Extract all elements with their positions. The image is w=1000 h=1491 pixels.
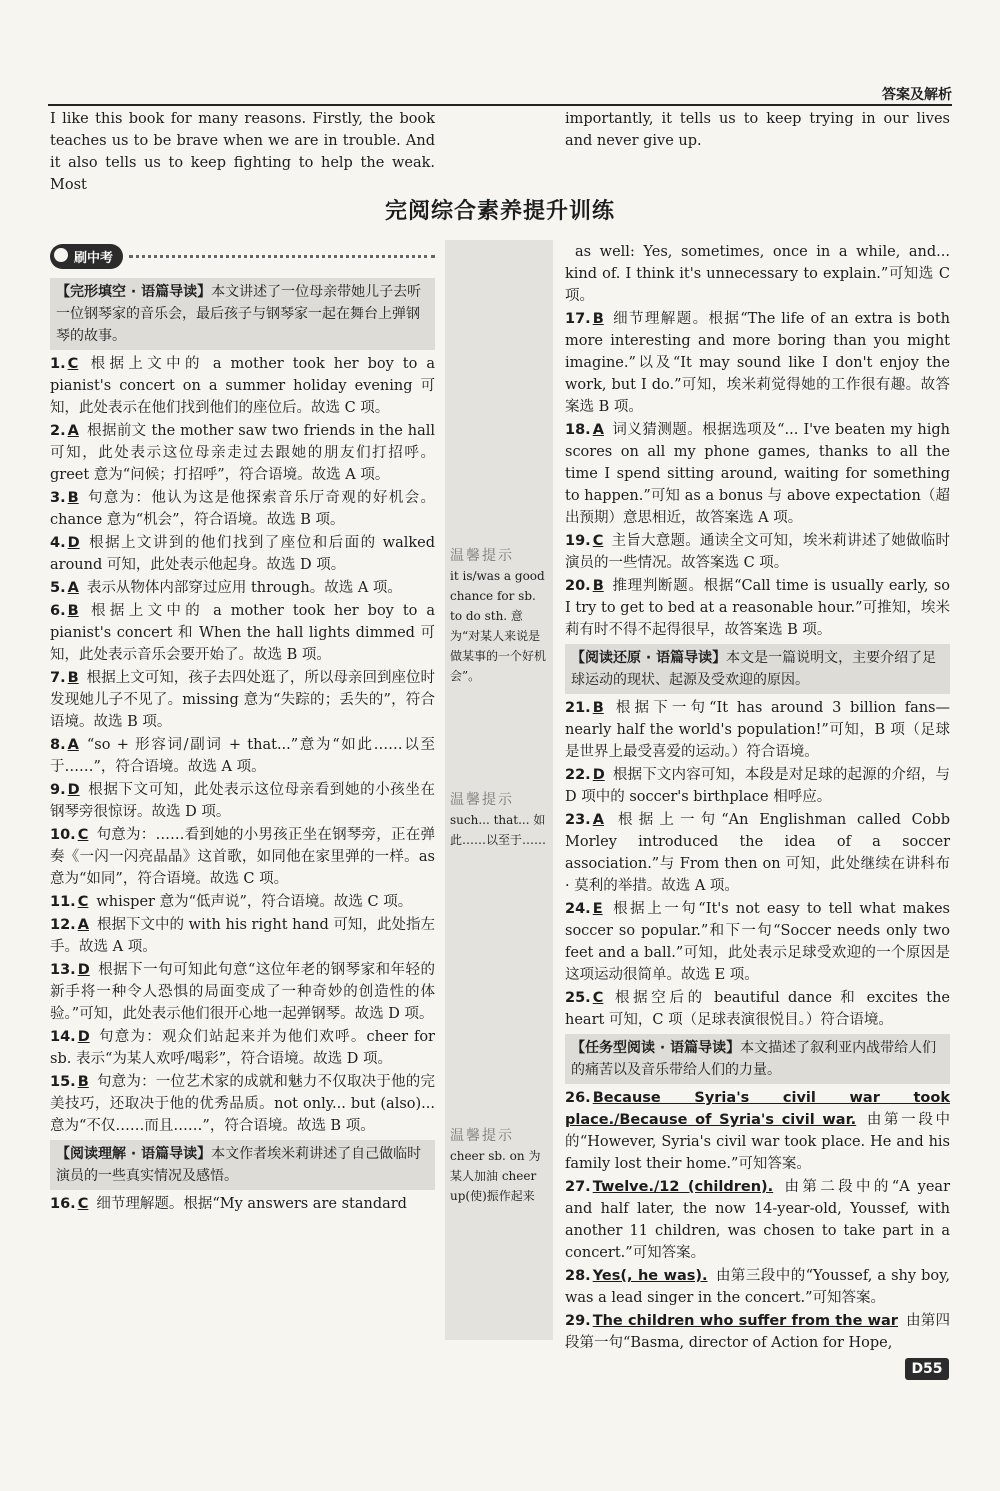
- answer-explanation: 细节理解题。根据“My answers are standard: [96, 1196, 407, 1212]
- header-rule: [48, 104, 952, 106]
- answer-number: 4.: [50, 535, 66, 551]
- answer-item: [50, 779, 435, 823]
- answer-explanation: 根据上一句“It's not easy to tell what makes soccer so popular.”和下一句“Soccer needs only two feet and a ball.”可知，此处表示足球受欢迎的一个原因是这项运动很简单。故选 E 项。: [565, 901, 950, 983]
- tip-heading: 温馨提示: [450, 1128, 514, 1144]
- badge-row: [50, 240, 435, 272]
- section-intro: [50, 1140, 435, 1190]
- answer-key: Because Syria's civil war took place./Because of Syria's civil war.: [565, 1090, 950, 1128]
- answer-explanation: 根据空后的 beautiful dance 和 excites the heart 可知，C 项（足球表演很悦目。）符合语境。: [565, 990, 950, 1028]
- answer-number: 7.: [50, 670, 66, 686]
- answer-explanation: 根据上文中的 a mother took her boy to a pianist's concert on a summer holiday evening 可知，此处表示在他们找到他们的座位后。故选 C 项。: [50, 356, 435, 416]
- answer-item: [50, 600, 435, 666]
- answer-key: D: [77, 1029, 90, 1045]
- answer-key: C: [592, 990, 604, 1006]
- answer-number: 8.: [50, 737, 66, 753]
- answer-explanation: 根据前文 the mother saw two friends in the hall 可知，此处表示这位母亲走过去跟她的朋友们打招呼。greet 意为“问候；打招呼”，符合语境。故选 A 项。: [50, 423, 435, 483]
- answer-item: [50, 667, 435, 733]
- answer-key: B: [67, 603, 79, 619]
- answer-item: [50, 577, 435, 599]
- answer-explanation: 由第一段中的“However, Syria's civil war took place. He and his family lost their home.”可知答案。: [565, 1112, 951, 1172]
- answer-item: [565, 1310, 950, 1354]
- answer-number: 3.: [50, 490, 66, 506]
- answer-key: Twelve./12 (children).: [592, 1179, 774, 1195]
- answer-key: The children who suffer from the war: [592, 1313, 898, 1329]
- section-label: 【阅读理解 · 语篇导读】: [56, 1146, 212, 1162]
- section-intro: [50, 278, 435, 350]
- answer-explanation: 细节理解题。根据“The life of an extra is both more interesting and more boring than you might imagine.”以及“It may sound like I don't enjoy the work, but I do.”可知，埃米莉觉得她的工作很有趣。故答案选 B 项。: [565, 311, 950, 415]
- answer-number: 28.: [565, 1268, 591, 1284]
- answer-number: 17.: [565, 311, 591, 327]
- section-label: 【任务型阅读 · 语篇导读】: [571, 1040, 741, 1056]
- answer-key: A: [67, 580, 79, 596]
- answer-key: A: [592, 422, 604, 438]
- right-answer-list: [565, 241, 950, 1354]
- left-column: [50, 240, 435, 1216]
- answer-number: 5.: [50, 580, 66, 596]
- answer-key: C: [77, 827, 89, 843]
- answer-number: 19.: [565, 533, 591, 549]
- answer-key: D: [67, 782, 80, 798]
- answer-item: [50, 1026, 435, 1070]
- answer-item: [50, 420, 435, 486]
- answer-number: 9.: [50, 782, 66, 798]
- answer-key: B: [77, 1074, 89, 1090]
- answer-number: 24.: [565, 901, 591, 917]
- answer-explanation: “so + 形容词/副词 + that...”意为“如此……以至于……”，符合语境。故选 A 项。: [50, 737, 435, 775]
- answer-item: [565, 1265, 950, 1309]
- section-text: 本文描述了叙利亚内战带给人们的痛苦以及音乐带给人们的力量。: [571, 1040, 937, 1078]
- answer-number: 2.: [50, 423, 66, 439]
- section-text: 本文讲述了一位母亲带她儿子去听一位钢琴家的音乐会，最后孩子与钢琴家一起在舞台上弹钢琴的故事。: [56, 284, 422, 344]
- answer-explanation: 句意为：他认为这是他探索音乐厅奇观的好机会。chance 意为“机会”，符合语境。故选 B 项。: [50, 490, 435, 528]
- section-text: 本文是一篇说明文，主要介绍了足球运动的现状、起源及受欢迎的原因。: [571, 650, 937, 688]
- answer-item: [50, 914, 435, 958]
- answer-explanation: 根据下文内容可知，本段是对足球的起源的介绍，与 D 项中的 soccer's birthplace 相呼应。: [565, 767, 950, 805]
- answer-explanation: 根据上一句“An Englishman called Cobb Morley introduced the idea of a soccer association.”与 From then on 可知，此处继续在讲科布 · 莫利的举措。故选 A 项。: [565, 812, 950, 894]
- answer-explanation: 句意为：……看到她的小男孩正坐在钢琴旁，正在弹奏《一闪一闪亮晶晶》这首歌，如同他在家里弹的一样。as 意为“如同”，符合语境。故选 C 项。: [50, 827, 435, 887]
- answer-key: A: [67, 737, 79, 753]
- answer-key: A: [67, 423, 79, 439]
- answer-item: [50, 824, 435, 890]
- answer-key: B: [592, 700, 604, 716]
- answer-item: [565, 241, 950, 307]
- answer-number: 29.: [565, 1313, 591, 1329]
- answer-number: 15.: [50, 1074, 76, 1090]
- answer-number: 27.: [565, 1179, 591, 1195]
- answer-explanation: 表示从物体内部穿过应用 through。故选 A 项。: [86, 580, 402, 596]
- answer-item: [565, 697, 950, 763]
- section-label: 【阅读还原 · 语篇导读】: [571, 650, 727, 666]
- page-title: 完阅综合素养提升训练: [384, 199, 615, 224]
- answer-item: [565, 419, 950, 529]
- answer-explanation: 由第三段中的“Youssef, a shy boy, was a lead singer in the concert.”可知答案。: [565, 1268, 951, 1306]
- answer-explanation: 根据下文中的 with his right hand 可知，此处指左手。故选 A 项。: [50, 917, 435, 955]
- answer-item: [50, 891, 435, 913]
- answer-number: 26.: [565, 1090, 591, 1106]
- answer-item: [50, 734, 435, 778]
- answer-item: [565, 764, 950, 808]
- page-number: D55: [905, 1358, 949, 1380]
- answer-number: 23.: [565, 812, 591, 828]
- tip-box-2: [450, 790, 550, 850]
- answer-number: 1.: [50, 356, 66, 372]
- answer-item: [50, 353, 435, 419]
- answer-number: 11.: [50, 894, 76, 910]
- section-intro: [565, 644, 950, 694]
- answer-explanation: 根据下一句可知此句意“这位年老的钢琴家和年轻的新手将一种令人恐惧的局面变成了一种奇妙的创造性的体验。”可知，此处表示他们很开心地一起弹钢琴。故选 D 项。: [50, 962, 435, 1022]
- answer-item: [565, 809, 950, 897]
- left-answer-list: [50, 278, 435, 1215]
- tip-box-1: [450, 546, 550, 686]
- answer-item: [565, 1087, 950, 1175]
- answer-key: C: [77, 894, 89, 910]
- answer-item: [50, 959, 435, 1025]
- section-text: 本文作者埃米莉讲述了自己做临时演员的一些真实情况及感悟。: [56, 1146, 422, 1184]
- answer-key: D: [77, 962, 90, 978]
- answer-number: 22.: [565, 767, 591, 783]
- answer-item: [50, 1071, 435, 1137]
- answer-explanation: 句意为：观众们站起来并为他们欢呼。cheer for sb. 表示“为某人欢呼/喝彩”，符合语境。故选 D 项。: [50, 1029, 435, 1067]
- tip-text: such... that... 如此……以至于……: [450, 813, 547, 847]
- answer-key: C: [592, 533, 604, 549]
- answer-number: 10.: [50, 827, 76, 843]
- answer-item: [50, 487, 435, 531]
- answer-item: [565, 898, 950, 986]
- answer-number: 25.: [565, 990, 591, 1006]
- tip-text: cheer sb. on 为某人加油 cheer up(使)振作起来: [450, 1149, 541, 1203]
- answer-number: 12.: [50, 917, 76, 933]
- answer-number: 6.: [50, 603, 66, 619]
- intro-left-text: I like this book for many reasons. Firstly, the book teaches us to be brave when we are in trouble. And it also tells us to keep fighting to help the weak. Most: [50, 111, 435, 193]
- answer-explanation: 根据下一句“It has around 3 billion fans—nearly half the world's population!”可知，B 项（足球是世界上最受喜爱的运动。）符合语境。: [565, 700, 950, 760]
- tip-box-3: [450, 1126, 550, 1206]
- answer-number: 18.: [565, 422, 591, 438]
- answer-explanation: 根据下文可知，此处表示这位母亲看到她的小孩坐在钢琴旁很惊讶。故选 D 项。: [50, 782, 435, 820]
- answer-explanation: 句意为：一位艺术家的成就和魅力不仅取决于他的完美技巧，还取决于他的优秀品质。not only... but (also)... 意为“不仅……而且……”，符合语境。故选 B 项。: [50, 1074, 435, 1134]
- answer-key: B: [592, 578, 604, 594]
- answer-key: D: [592, 767, 605, 783]
- answer-key: E: [592, 901, 603, 917]
- section-intro: [565, 1034, 950, 1084]
- answer-explanation: 根据上文中的 a mother took her boy to a pianist's concert 和 When the hall lights dimmed 可知，此处表示音乐会要开始了。故选 B 项。: [50, 603, 435, 663]
- answer-explanation: whisper 意为“低声说”，符合语境。故选 C 项。: [96, 894, 413, 910]
- badge-pill: 刷中考: [50, 244, 123, 269]
- answer-item: [50, 1193, 435, 1215]
- answer-key: A: [592, 812, 604, 828]
- answer-explanation: 根据上文讲到的他们找到了座位和后面的 walked around 可知，此处表示他起身。故选 D 项。: [50, 535, 435, 573]
- tip-heading: 温馨提示: [450, 548, 514, 564]
- section-label: 【完形填空 · 语篇导读】: [56, 284, 212, 300]
- answer-explanation: as well: Yes, sometimes, once in a while, and... kind of. I think it's unnecessary to explain.”可知选 C 项。: [565, 244, 950, 304]
- answer-number: 13.: [50, 962, 76, 978]
- tip-text: it is/was a good chance for sb. to do sth. 意为“对某人来说是做某事的一个好机会”。: [450, 569, 547, 683]
- answer-key: B: [67, 490, 79, 506]
- answer-key: C: [77, 1196, 89, 1212]
- answer-explanation: 由第四段第一句“Basma, director of Action for Hope,: [565, 1313, 951, 1351]
- answer-explanation: 推理判断题。根据“Call time is usually early, so I try to get to bed at a reasonable hour.”可推知，埃米莉有时不得不起得很早，故答案选 B 项。: [565, 578, 950, 638]
- answer-item: [565, 987, 950, 1031]
- answer-explanation: 词义猜测题。根据选项及“... I've beaten my high scores on all my phone games, thanks to all the time I spend sitting around, waiting for something to happen.”可知 as a bonus 与 above expectation（超出预期）意思相近，故答案选 A 项。: [565, 422, 950, 526]
- right-column: [565, 240, 950, 1355]
- answer-number: 14.: [50, 1029, 76, 1045]
- header-section-label: 答案及解析: [882, 87, 952, 103]
- answer-number: 21.: [565, 700, 591, 716]
- answer-key: A: [77, 917, 89, 933]
- intro-right-text: importantly, it tells us to keep trying in our lives and never give up.: [565, 111, 950, 149]
- answer-key: Yes(, he was).: [592, 1268, 708, 1284]
- answer-explanation: 根据上文可知，孩子去四处逛了，所以母亲回到座位时发现她儿子不见了。missing 意为“失踪的；丢失的”，符合语境。故选 B 项。: [50, 670, 435, 730]
- answer-item: [50, 532, 435, 576]
- answer-number: 20.: [565, 578, 591, 594]
- answer-key: B: [592, 311, 604, 327]
- answer-item: [565, 308, 950, 418]
- answer-number: 16.: [50, 1196, 76, 1212]
- answer-key: B: [67, 670, 79, 686]
- answer-key: C: [67, 356, 79, 372]
- answer-item: [565, 575, 950, 641]
- answer-explanation: 由第二段中的“A year and half later, the now 14-year-old, Youssef, with another 11 children, was chosen to take part in a concert.”可知答案。: [565, 1179, 951, 1261]
- answer-key: D: [67, 535, 80, 551]
- badge-dotted-rule: [129, 255, 435, 258]
- answer-item: [565, 530, 950, 574]
- tip-heading: 温馨提示: [450, 792, 514, 808]
- answer-explanation: 主旨大意题。通读全文可知，埃米莉讲述了她做临时演员的一些情况。故答案选 C 项。: [565, 533, 950, 571]
- answer-item: [565, 1176, 950, 1264]
